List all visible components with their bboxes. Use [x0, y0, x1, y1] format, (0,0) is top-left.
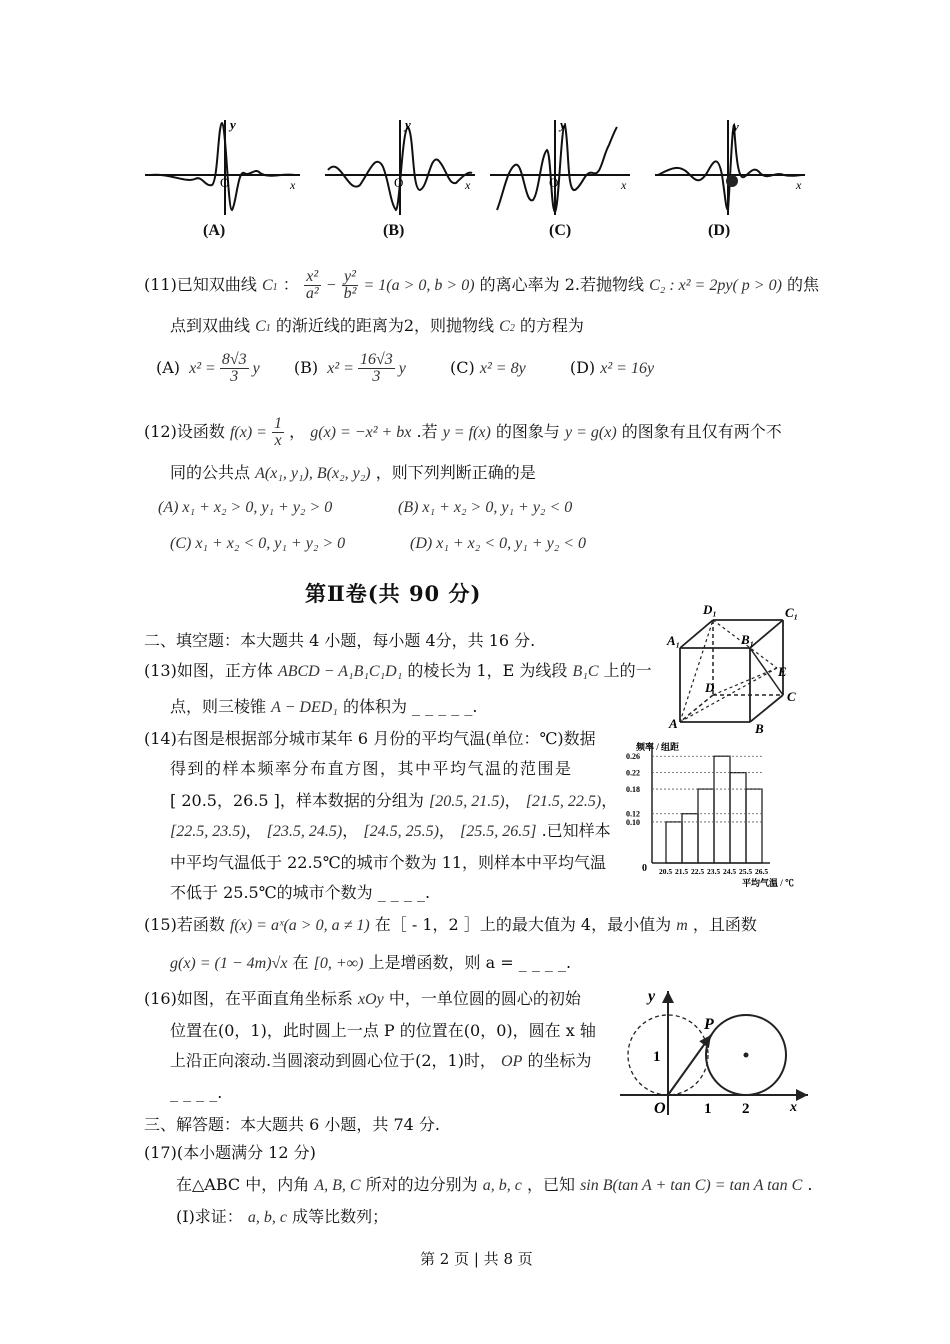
- q12-opt-d: (D) x₁ + x₂ < 0, y₁ + y₂ < 0: [410, 535, 587, 552]
- histogram-ytick-label: 0.18: [626, 785, 640, 795]
- cube-label-c1: C₁: [785, 605, 799, 620]
- circle-tick-x2: 2: [742, 1101, 750, 1117]
- q12-opt-a: (A) x₁ + x₂ > 0, y₁ + y₂ > 0: [158, 499, 333, 516]
- q12-yf: y = f(x): [442, 424, 491, 441]
- q15-a-eq: a = _ _ _ _.: [485, 953, 572, 972]
- q12-line1-b: .若: [416, 422, 438, 441]
- q13-tri: A − DED₁: [271, 699, 338, 716]
- q11-opt-a-label: (A): [156, 358, 181, 377]
- q11-line2-b: 的渐近线的距离为2，则抛物线: [275, 316, 495, 335]
- q14-group2: [21.5, 22.5): [525, 793, 602, 810]
- q11-opt-d: x² = 16y: [600, 360, 655, 377]
- graph-label-b: (B): [383, 222, 405, 239]
- q11-opt-b-label: (B): [293, 358, 319, 377]
- q11-opt-b-frac: $\frac{16√3}{3}$: [359, 351, 393, 385]
- q17-line1: [176, 1174, 812, 1197]
- histogram-figure: [622, 738, 812, 893]
- q14-line6: 不低于 25.5℃的城市个数为 _ _ _ _.: [170, 883, 431, 902]
- circle-axis-y: y: [648, 988, 656, 1005]
- histogram-ytick-label: 0.12: [626, 809, 640, 819]
- q15-m: m: [676, 917, 688, 934]
- graph-d-x-label: x: [796, 178, 802, 192]
- page-footer: 第 2 页 | 共 8 页: [420, 1250, 533, 1268]
- graph-a-y-label: y: [230, 117, 236, 132]
- histogram-ytick-label: 0.22: [626, 768, 640, 778]
- q16-line1: [144, 988, 581, 1011]
- circle-point-p: P: [704, 1016, 714, 1033]
- histogram-xtick-label: 24.5: [723, 867, 737, 876]
- graph-b-origin: O: [394, 175, 404, 190]
- q14-group6: [25.5, 26.5]: [460, 823, 537, 840]
- histogram-xtick-label: 22.5: [691, 867, 705, 876]
- histogram-bar: [730, 773, 746, 863]
- cube-label-d: D: [705, 680, 715, 695]
- histogram-xtick-label: 21.5: [675, 867, 689, 876]
- q14-line1: (14)右图是根据部分城市某年 6 月份的平均气温(单位：℃)数据: [144, 729, 596, 748]
- graph-c-origin: O: [549, 175, 559, 190]
- graph-c: [490, 117, 630, 215]
- q11-options: (A) x² = $\frac{8√3}{3}$ y (B) x² = $\frac{16√3}{3}$ y (C) x² = 8y (D) x² = 16y: [156, 351, 655, 385]
- q11-opt-d-label: (D): [569, 358, 596, 377]
- graph-a-origin: O: [220, 175, 230, 190]
- q12-opt-c: (C) x₁ + x₂ < 0, y₁ + y₂ > 0: [170, 535, 346, 552]
- q13-line1-b: 的棱长为 1，E 为线段: [407, 661, 568, 680]
- histogram-bar: [698, 789, 714, 863]
- q12-pts: A(x₁, y₁), B(x₂, y₂): [255, 465, 371, 482]
- q14-line3: [ 20.5，26.5 ]，样本数据的分组为 [20.5, 21.5)， [21.5, 22.5)，: [170, 791, 618, 810]
- q15-line1: [144, 914, 757, 937]
- graph-a-x-label: x: [290, 178, 296, 192]
- q12-line1-c: 的图象与: [495, 422, 560, 441]
- histogram-xtick-label: 23.5: [707, 867, 721, 876]
- q15-line2-a: 在: [292, 953, 309, 972]
- q12-line2-a: 同的公共点: [170, 463, 251, 482]
- fill-section-header: 二、填空题：本大题共 4 小题，每小题 4分，共 16 分.: [144, 631, 536, 650]
- q15-line1-b: 在［ - 1，2 ］上的最大值为 4，最小值为: [374, 915, 672, 934]
- q16-xoy: xOy: [357, 991, 384, 1008]
- histogram-origin: 0: [642, 863, 647, 874]
- part2-title: 第Ⅱ卷(共 90 分): [305, 581, 482, 606]
- q12-fx: f(x) =: [229, 424, 267, 441]
- q13-line1: [144, 660, 652, 683]
- q17-part1-a: (Ⅰ)求证：: [176, 1207, 243, 1226]
- histogram-bar: [714, 756, 730, 863]
- q16-line3: [170, 1050, 591, 1073]
- q17-line1-b: 所对的边分别为: [365, 1175, 478, 1194]
- q16-line1-b: 中，一单位圆的圆心的初始: [388, 989, 581, 1008]
- q11-opt-c-label: (C): [450, 358, 475, 377]
- q14-line4-b: .已知样本: [541, 821, 611, 840]
- cube-figure: [665, 600, 815, 735]
- circle-tick-x1: 1: [704, 1101, 712, 1117]
- histogram-bar: [682, 814, 698, 863]
- cube-label-b: B: [755, 721, 764, 735]
- circle-axis-x: x: [790, 1100, 797, 1115]
- q17-title: (17)(本小题满分 12 分): [144, 1143, 316, 1162]
- q15-gx: g(x) = (1 − 4m)√x: [170, 955, 288, 972]
- q11-line2-a: 点到双曲线: [170, 316, 251, 335]
- q13-line2-a: 点，则三棱锥: [170, 697, 267, 716]
- q16-op: OP: [501, 1053, 523, 1070]
- q15-line2: [170, 952, 571, 975]
- q15-line1-c: ，且函数: [692, 915, 757, 934]
- q12-line2-b: ，则下列判断正确的是: [375, 463, 536, 482]
- q14-group3: [22.5, 23.5): [170, 823, 246, 840]
- q11-eq1: = 1(a > 0, b > 0): [363, 277, 475, 294]
- histogram-ytick-label: 0.10: [626, 817, 640, 827]
- q16-line3-a: 上沿正向滚动.当圆滚动到圆心位于(2，1)时，: [170, 1051, 496, 1070]
- q13-line2: [170, 696, 477, 719]
- q14-line4: [22.5, 23.5)， [23.5, 24.5)， [24.5, 25.5)， [25.5, 26.5] .已知样本: [170, 821, 611, 840]
- q15-interval: [0, +∞): [313, 955, 364, 972]
- graph-b: [325, 117, 475, 215]
- graph-b-x-label: x: [465, 178, 471, 192]
- solve-section-header: 三、解答题：本大题共 6 小题，共 74 分.: [144, 1115, 440, 1134]
- q13-cube: ABCD − A₁B₁C₁D₁: [277, 663, 403, 680]
- q11-line1-mid: 的离心率为 2.若抛物线: [479, 275, 644, 294]
- histogram-xtick-label: 25.5: [739, 867, 753, 876]
- q13-b1c: B₁C: [572, 663, 599, 680]
- histogram-xtick-label: 26.5: [755, 867, 769, 876]
- q12-line2: [170, 462, 536, 485]
- q12-yg: y = g(x): [565, 424, 617, 441]
- histogram-xlabel: 平均气温 / ℃: [742, 878, 795, 888]
- q13-line2-b: 的体积为 _ _ _ _ _.: [342, 697, 478, 716]
- q11-opt-a-frac: $\frac{8√3}{3}$: [221, 351, 247, 385]
- cube-label-a1: A₁: [667, 633, 681, 648]
- q11-c1-ref: C: [255, 318, 266, 335]
- cube-label-d1: D₁: [703, 602, 717, 617]
- q14-group1: [20.5, 21.5): [429, 793, 505, 810]
- q16-line4: _ _ _ _.: [170, 1083, 223, 1102]
- q14-group4: [23.5, 24.5): [266, 823, 343, 840]
- q12-opt-b: (B) x₁ + x₂ > 0, y₁ + y₂ < 0: [398, 499, 573, 516]
- q12-frac: $\frac{1}{x}$: [274, 415, 283, 449]
- q17-line1-d: .: [807, 1175, 813, 1194]
- rolling-circle-figure: [620, 985, 815, 1120]
- q11-eq2: C₂ : x² = 2py( p > 0): [649, 277, 782, 294]
- histogram-ytick-label: 0.26: [626, 752, 640, 762]
- q11-opt-c: x² = 8y: [479, 360, 526, 377]
- q11-line2-c: 的方程为: [519, 316, 584, 335]
- q11-c1: C: [261, 277, 273, 294]
- q12-line1-d: 的图象有且仅有两个不: [621, 422, 782, 441]
- q11-line1-prefix: (11)已知双曲线: [144, 275, 257, 294]
- q11-line2: 点到双曲线 C1 的渐近线的距离为2，则抛物线 C2 的方程为: [170, 316, 584, 335]
- graph-c-x-label: x: [621, 178, 627, 192]
- graph-d: [655, 119, 805, 215]
- q14-line2: 得到的样本频率分布直方图，其中平均气温的范围是: [170, 759, 573, 778]
- q11-line1-end: 的焦: [787, 275, 820, 294]
- cube-label-b1: B₁: [741, 632, 755, 647]
- graph-label-d: (D): [708, 222, 731, 239]
- q17-eq: sin B(tan A + tan C) = tan A tan C: [580, 1177, 803, 1194]
- circle-tick-y1: 1: [653, 1049, 661, 1065]
- q15-fx: f(x) = aˣ(a > 0, a ≠ 1): [229, 917, 370, 934]
- histogram-bar: [746, 789, 762, 863]
- q13-line1-a: (13)如图，正方体: [144, 661, 273, 680]
- q14-line3-a: [ 20.5，26.5 ]，样本数据的分组为: [170, 791, 424, 810]
- graph-label-a: (A): [203, 222, 226, 239]
- q12-line1-a: (12)设函数: [144, 422, 225, 441]
- q17-part1-b: 成等比数列；: [292, 1207, 389, 1226]
- graph-d-y-label: y: [733, 119, 739, 134]
- q13-line1-c: 上的一: [603, 661, 652, 680]
- q14-group5: [24.5, 25.5): [363, 823, 439, 840]
- q17-line1-c: ，已知: [526, 1175, 575, 1194]
- histogram-bar: [666, 822, 682, 863]
- q16-line1-a: (16)如图，在平面直角坐标系: [144, 989, 353, 1008]
- q16-line3-b: 的坐标为: [527, 1051, 592, 1070]
- q11-c2-ref: C: [499, 318, 510, 335]
- q11-line1: (11)已知双曲线 C1 ： $\frac{\text{x²}}{\text{a²}}$ − $\frac{\text{y²}}{\text{b²}}$ = 1(a > 0, b > 0) 的离心率为 2.若抛物线 C₂ : x² = 2py( p > 0) 的焦: [144, 268, 820, 302]
- q15-line2-b: 上是增函数，则: [368, 953, 481, 972]
- cube-label-a: A: [669, 716, 678, 731]
- q17-line1-a: 在△ABC 中，内角: [176, 1175, 310, 1194]
- cube-label-e: E: [778, 664, 787, 679]
- cube-label-c: C: [787, 689, 796, 704]
- q16-line2: 位置在(0，1)，此时圆上一点 P 的位置在(0，0)，圆在 x 轴: [170, 1021, 596, 1040]
- histogram-ylabel: 频率 / 组距: [636, 742, 680, 752]
- q12-line1: (12)设函数 f(x) = $\frac{1}{x}$ ， g(x) = −x² + bx .若 y = f(x) 的图象与 y = g(x) 的图象有且仅有两个不: [144, 415, 782, 449]
- q17-sides: a, b, c: [482, 1177, 522, 1194]
- graph-a: [145, 117, 300, 215]
- circle-origin: O: [654, 1100, 666, 1117]
- histogram-xtick-label: 20.5: [659, 867, 673, 876]
- q15-line1-a: (15)若函数: [144, 915, 225, 934]
- graph-b-y-label: y: [405, 117, 411, 132]
- q14-line5: 中平均气温低于 22.5℃的城市个数为 11，则样本中平均气温: [170, 853, 607, 872]
- q11-frac2: $\frac{\text{y²}}{\text{b²}}$: [343, 268, 357, 302]
- q17-part1: [176, 1206, 388, 1229]
- q12-gx: g(x) = −x² + bx: [310, 424, 412, 441]
- graph-c-y-label: y: [560, 117, 566, 132]
- graph-label-c: (C): [549, 222, 572, 239]
- q17-abc: A, B, C: [314, 1177, 361, 1194]
- q17-part1-sides: a, b, c: [247, 1209, 288, 1226]
- q11-frac1: $\frac{\text{x²}}{\text{a²}}$: [305, 268, 319, 302]
